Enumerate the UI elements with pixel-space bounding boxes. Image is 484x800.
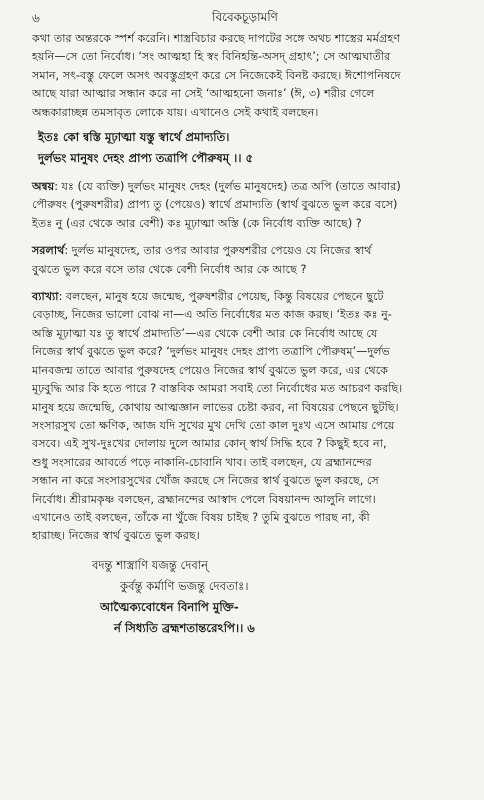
sanskrit-verse-5 bbox=[32, 127, 458, 169]
text-line: : বলছেন, মানুষ হয়ে জন্মেছ, পুরুষশরীর পেয়েছ, কিন্তু বিষয়ের পেছনে ছুটে bbox=[58, 290, 384, 304]
text-line: সংসারসুখ তো ক্ষণিক, আজ যদি সুখের মুখ দেখি তো কাল দুঃখ এসে আমায় পেয়ে bbox=[32, 418, 395, 432]
text-line: মানবজন্ম তাতে আবার পুরুষদেহ পেয়েও নিজের স্বার্থ বুঝতে ভুল করে, এর থেকে bbox=[32, 363, 389, 377]
verse-line: দুর্লভং মানুষং দেহং প্রাপ্য তত্রাপি পৌরুষম্ ।। ৫ bbox=[38, 151, 254, 166]
running-title: বিবেকচূড়ামণি bbox=[212, 10, 278, 24]
text-line: অস্তি মূঢ়াত্মা যঃ তু স্বার্থে প্রমাদ্যতি’—এর থেকে বেশী আর কে নির্বোধ আছে যে bbox=[32, 326, 378, 340]
vyakhya-section bbox=[32, 288, 458, 546]
verse-line: বদন্তু শাস্ত্রাণি যজন্তু দেবান্ bbox=[92, 557, 209, 572]
saralartha-label: সরলার্থ bbox=[32, 244, 65, 258]
text-line: : যঃ (যে ব্যক্তি) দুর্লভং মানুষং দেহং (দুর্লভ মানুষদেহ) তত্র অপি (তাতে আবার) bbox=[54, 180, 401, 194]
text-line: সন্ধান না করে সংসারসুখের খোঁজ করছে সে নিজের স্বার্থ বুঝতে ভুল করছে, সে bbox=[32, 474, 379, 488]
text-line: : দুর্লভ মানুষদেহ, তার ওপর আবার পুরুষশরীর পেয়েও যে নিজের স্বার্থ bbox=[64, 244, 372, 258]
verse-line: র্ন সিধ্যতি ব্রহ্মশতান্তরেঽপি।। ৬ bbox=[114, 620, 255, 635]
text-line: হারাচ্ছ। নিজের স্বার্থ বুঝতে ভুল করছ। bbox=[32, 529, 200, 543]
page-number: ৬ bbox=[32, 11, 40, 25]
sanskrit-verse-6 bbox=[32, 555, 458, 639]
anvaya-section bbox=[32, 178, 458, 233]
text-line: শুধু সংসারের আবর্তে পড়ে নাকানি-চোবানি খাব। তাই বলছেন, যে ব্রহ্মানন্দের bbox=[32, 455, 372, 469]
text-line: হয়নি—সে তো নির্বোধ। ‘সং আত্মহা হি স্বং বিনিহন্তি-অসদ্ গ্রহাৎ’; সে আত্মঘাতীর bbox=[32, 50, 391, 64]
verse-line: ইতঃ কো ন্বস্তি মূঢ়াত্মা যস্তু স্বার্থে প্রমাদ্যতি। bbox=[38, 130, 230, 145]
vyakhya-label: ব্যাখ্যা bbox=[32, 290, 59, 304]
saralartha-section bbox=[32, 242, 458, 279]
text-line: বেড়াচ্ছ, নিজের ভালো বোঝ না—এ অতি নির্বোধের মত কাজ করছ। ‘ইতঃ কঃ নু- bbox=[32, 308, 392, 322]
text-line: পৌরুষং (পুরুষশরীর) প্রাপ্য তু (পেয়েও) স্বার্থে প্রমাদ্যতি (স্বার্থ বুঝতে ভুল করে বসে) bbox=[32, 198, 398, 212]
text-line: এখানেও তাই বলছেন, তাঁকে না খুঁজে বিষয় চাইছ ? তুমি বুঝতে পারছ না, কী bbox=[32, 510, 370, 524]
text-line: সমান, সৎ-বস্তু ফেলে অসৎ অবস্তুগ্রহণ করে সে নিজেকেই বিনষ্ট করছে। ঈশোপনিষদে bbox=[32, 68, 401, 82]
text-line: অন্ধকারাচ্ছন্ন তমসাবৃত লোকে যায়। এখানেও সেই কথাই বলছেন। bbox=[32, 105, 319, 119]
text-line: আছে যারা আত্মার সন্ধান করে না সেই ‘আত্মহনো জনাঃ’ (ঈ, ৩) শরীর গেলে bbox=[32, 87, 375, 101]
verse-line: কুর্বন্তু কর্মাণি ভজন্তু দেবতাঃ। bbox=[120, 578, 249, 593]
verse-line: আত্মৈক্যবোধেন বিনাপি মুক্তি- bbox=[100, 599, 239, 614]
text-line: নিজের স্বার্থ বুঝতে ভুল করে? ‘দুর্লভং মানুষং দেহং প্রাপ্য তত্রাপি পৌরুষম্’—দুর্লভ bbox=[32, 345, 390, 359]
intro-paragraph bbox=[32, 30, 458, 122]
text-line: কথা তার অন্তরকে স্পর্শ করেনি। শাস্ত্রবিচার করছে দাপটের সঙ্গে অথচ শাস্ত্রের মর্মগ্রহণ bbox=[32, 32, 400, 45]
text-line: মানুষ হয়ে জন্মেছি, কোথায় আত্মজ্ঞান লাভের চেষ্টা করব, না বিষয়ের পেছনে ছুটছি। bbox=[32, 400, 399, 414]
text-line: বসবে। এই সুখ-দুঃখের দোলায় দুলে আমার কোন্ স্বার্থ সিদ্ধি হবে ? কিছুই হবে না, bbox=[32, 437, 387, 451]
page-header bbox=[32, 8, 458, 30]
text-line: ইতঃ নু (এর থেকে আর বেশী) কঃ মূঢ়াত্মা অস্তি (কে নির্বোধ ব্যক্তি আছে) ? bbox=[32, 216, 362, 230]
text-line: নির্বোধ। শ্রীরামকৃষ্ণ বলছেন, ব্রহ্মানন্দের আস্বাদ পেলে বিষয়ানন্দ আলুনি লাগে। bbox=[32, 492, 376, 506]
text-line: বুঝতে ভুল করে বসে তার থেকে বেশী নির্বোধ আর কে আছে ? bbox=[32, 262, 307, 276]
anvaya-label: অন্বয় bbox=[32, 180, 55, 194]
text-line: মূঢ়বুদ্ধি আর কি হতে পারে ? বাস্তবিক আমরা সবাই তো নির্বোধের মত আচরণ করছি। bbox=[32, 382, 403, 396]
